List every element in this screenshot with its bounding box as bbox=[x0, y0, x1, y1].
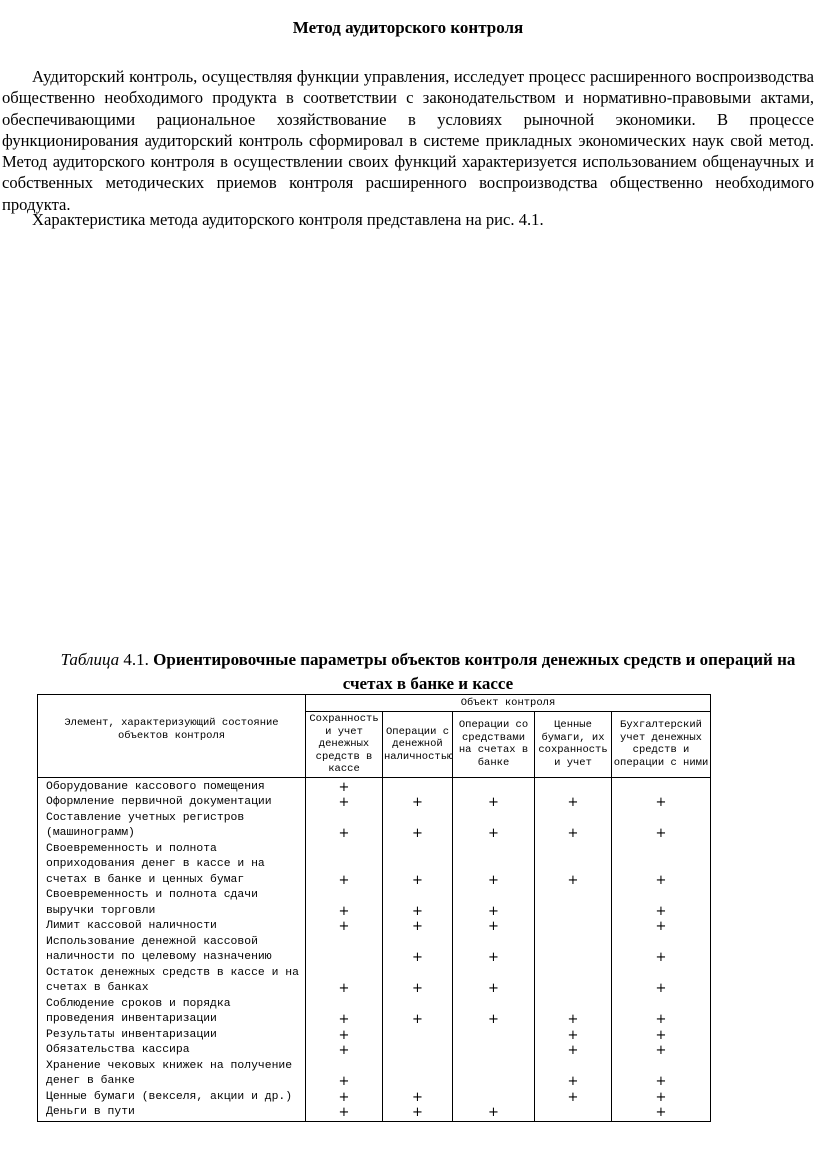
control-object-group-header: Объект контроля bbox=[306, 695, 711, 712]
row-mark-cell: + bbox=[383, 1105, 453, 1121]
row-label: Составление учетных регистров (машинограмм) bbox=[38, 811, 306, 842]
table-caption bbox=[40, 648, 816, 696]
row-mark-cell: + bbox=[535, 795, 612, 811]
row-mark-cell: + bbox=[535, 997, 612, 1028]
row-label: Обязательства кассира bbox=[38, 1043, 306, 1059]
row-mark-cell: + bbox=[383, 997, 453, 1028]
element-column-header: Элемент, характеризующий состояние объектов контроля bbox=[38, 695, 306, 778]
row-mark-cell: + bbox=[535, 1059, 612, 1090]
row-mark-cell: + bbox=[453, 997, 535, 1028]
row-mark-cell: + bbox=[612, 997, 711, 1028]
table-row bbox=[38, 1043, 711, 1059]
row-mark-cell: + bbox=[306, 997, 383, 1028]
row-mark-cell bbox=[612, 777, 711, 795]
table-row bbox=[38, 777, 711, 795]
row-mark-cell: + bbox=[383, 966, 453, 997]
row-mark-cell bbox=[535, 777, 612, 795]
row-mark-cell: + bbox=[306, 1105, 383, 1121]
row-label: Результаты инвентаризации bbox=[38, 1028, 306, 1044]
table-row bbox=[38, 811, 711, 842]
table-row bbox=[38, 935, 711, 966]
table-row bbox=[38, 1059, 711, 1090]
row-mark-cell: + bbox=[453, 919, 535, 935]
table-body bbox=[38, 777, 711, 1121]
row-label: Оформление первичной документации bbox=[38, 795, 306, 811]
column-header-cash-safety: Сохранность и учет денежных средств в кассе bbox=[306, 712, 383, 778]
row-mark-cell: + bbox=[306, 1028, 383, 1044]
column-header-cash-operations: Операции с денежной наличностью bbox=[383, 712, 453, 778]
row-mark-cell: + bbox=[383, 919, 453, 935]
row-mark-cell: + bbox=[453, 842, 535, 889]
paragraph-figure-reference: Характеристика метода аудиторского контроля представлена на рис. 4.1. bbox=[32, 210, 544, 229]
row-mark-cell: + bbox=[306, 1059, 383, 1090]
row-mark-cell bbox=[535, 966, 612, 997]
row-mark-cell: + bbox=[612, 1090, 711, 1106]
row-mark-cell: + bbox=[535, 1090, 612, 1106]
row-mark-cell: + bbox=[612, 888, 711, 919]
row-mark-cell: + bbox=[453, 1105, 535, 1121]
row-mark-cell: + bbox=[383, 842, 453, 889]
row-mark-cell: + bbox=[306, 811, 383, 842]
row-mark-cell: + bbox=[306, 966, 383, 997]
row-mark-cell: + bbox=[306, 1043, 383, 1059]
table-row bbox=[38, 842, 711, 889]
row-label: Оборудование кассового помещения bbox=[38, 777, 306, 795]
row-mark-cell: + bbox=[453, 888, 535, 919]
row-mark-cell: + bbox=[612, 935, 711, 966]
row-mark-cell bbox=[535, 1105, 612, 1121]
table-row bbox=[38, 888, 711, 919]
table-caption-title: Ориентировочные параметры объектов контроля денежных средств и операций на счетах в банке и кассе bbox=[153, 650, 796, 693]
row-label: Ценные бумаги (векселя, акции и др.) bbox=[38, 1090, 306, 1106]
row-mark-cell: + bbox=[612, 795, 711, 811]
row-mark-cell: + bbox=[535, 1028, 612, 1044]
row-mark-cell bbox=[535, 919, 612, 935]
row-label: Хранение чековых книжек на получение денег в банке bbox=[38, 1059, 306, 1090]
row-mark-cell: + bbox=[612, 811, 711, 842]
table-caption-number: 4.1. bbox=[119, 650, 154, 669]
row-mark-cell: + bbox=[612, 1028, 711, 1044]
table-caption-prefix: Таблица bbox=[60, 650, 120, 669]
row-mark-cell: + bbox=[453, 795, 535, 811]
row-mark-cell: + bbox=[306, 795, 383, 811]
row-mark-cell bbox=[383, 777, 453, 795]
row-mark-cell bbox=[453, 1059, 535, 1090]
row-mark-cell: + bbox=[453, 811, 535, 842]
table-row bbox=[38, 966, 711, 997]
column-header-securities: Ценные бумаги, их сохранность и учет bbox=[535, 712, 612, 778]
row-mark-cell bbox=[535, 888, 612, 919]
row-mark-cell: + bbox=[383, 795, 453, 811]
row-mark-cell: + bbox=[306, 888, 383, 919]
row-mark-cell: + bbox=[383, 1090, 453, 1106]
control-objects-table bbox=[37, 694, 711, 1122]
row-label: Остаток денежных средств в кассе и на счетах в банках bbox=[38, 966, 306, 997]
row-mark-cell: + bbox=[612, 1043, 711, 1059]
row-mark-cell: + bbox=[383, 811, 453, 842]
table-row bbox=[38, 919, 711, 935]
paragraph-method-intro: Аудиторский контроль, осуществляя функции управления, исследует процесс расширенного воспроизводства общественно необходимого продукта в соответствии с законодательством и нормативно-правовыми актами, обеспечивающими рациональное хозяйствование в условиях рыночной экономики. В процессе функционирования аудиторский контроль сформировал в системе прикладных экономических наук свой метод. Метод аудиторского контроля в осуществлении своих функций характеризуется использованием общенаучных и собственных методических приемов контроля расширенного воспроизводства общественно необходимого продукта. bbox=[2, 67, 814, 214]
row-mark-cell bbox=[453, 1090, 535, 1106]
row-mark-cell bbox=[383, 1043, 453, 1059]
row-mark-cell: + bbox=[612, 919, 711, 935]
row-mark-cell: + bbox=[535, 842, 612, 889]
row-label: Своевременность и полнота оприходования денег в кассе и на счетах в банке и ценных бумаг bbox=[38, 842, 306, 889]
row-label: Соблюдение сроков и порядка проведения инвентаризации bbox=[38, 997, 306, 1028]
row-mark-cell: + bbox=[306, 919, 383, 935]
row-label: Деньги в пути bbox=[38, 1105, 306, 1121]
table-row bbox=[38, 795, 711, 811]
row-label: Использование денежной кассовой наличности по целевому назначению bbox=[38, 935, 306, 966]
column-header-accounting: Бухгалтерский учет денежных средств и операции с ними bbox=[612, 712, 711, 778]
row-mark-cell: + bbox=[535, 811, 612, 842]
row-mark-cell bbox=[306, 935, 383, 966]
row-mark-cell: + bbox=[306, 777, 383, 795]
row-label: Своевременность и полнота сдачи выручки торговли bbox=[38, 888, 306, 919]
row-mark-cell bbox=[383, 1028, 453, 1044]
row-mark-cell bbox=[453, 1028, 535, 1044]
row-mark-cell: + bbox=[612, 966, 711, 997]
table-row bbox=[38, 997, 711, 1028]
row-mark-cell: + bbox=[306, 1090, 383, 1106]
row-mark-cell bbox=[453, 1043, 535, 1059]
row-mark-cell bbox=[383, 1059, 453, 1090]
document-title: Метод аудиторского контроля bbox=[292, 18, 524, 37]
row-mark-cell: + bbox=[383, 888, 453, 919]
row-mark-cell: + bbox=[453, 935, 535, 966]
row-mark-cell: + bbox=[535, 1043, 612, 1059]
row-mark-cell: + bbox=[612, 842, 711, 889]
row-mark-cell: + bbox=[612, 1059, 711, 1090]
row-mark-cell bbox=[453, 777, 535, 795]
row-label: Лимит кассовой наличности bbox=[38, 919, 306, 935]
table-row bbox=[38, 1028, 711, 1044]
table-row bbox=[38, 1105, 711, 1121]
row-mark-cell: + bbox=[453, 966, 535, 997]
row-mark-cell bbox=[535, 935, 612, 966]
table-row bbox=[38, 1090, 711, 1106]
row-mark-cell: + bbox=[383, 935, 453, 966]
row-mark-cell: + bbox=[306, 842, 383, 889]
column-header-bank-operations: Операции со средствами на счетах в банке bbox=[453, 712, 535, 778]
row-mark-cell: + bbox=[612, 1105, 711, 1121]
